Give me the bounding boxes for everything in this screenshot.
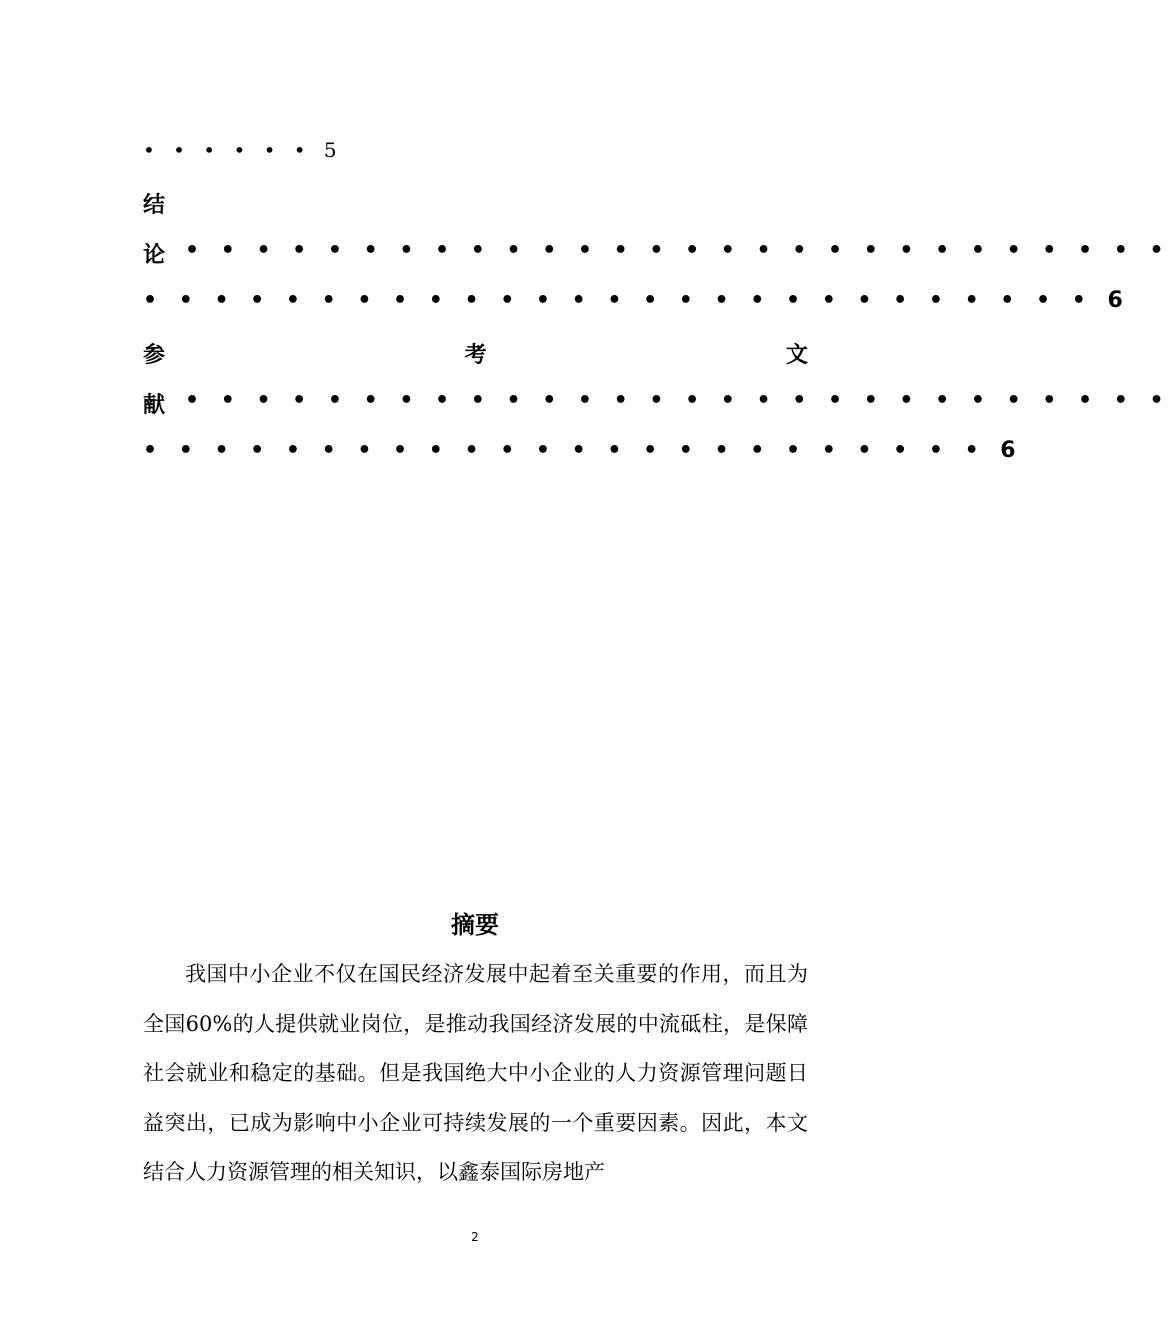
toc-references-char2: 考 bbox=[464, 343, 487, 368]
abstract-title: 摘要 bbox=[451, 911, 499, 939]
page-number: 2 bbox=[471, 1230, 479, 1244]
toc-references-char3: 文 bbox=[785, 343, 808, 368]
toc-line-tail: • • • • • • 5 bbox=[143, 138, 343, 162]
toc-entry-references bbox=[143, 338, 808, 369]
toc-conclusion-char2: 论 bbox=[143, 243, 166, 268]
toc-conclusion-leader: • • • • • • • • • • • • • • • • • • • • • • • • • • • • bbox=[185, 238, 1171, 263]
toc-references-char4: 献 bbox=[143, 393, 166, 418]
toc-references-char1: 参 bbox=[143, 343, 166, 368]
toc-conclusion-char1: 结 bbox=[143, 193, 166, 218]
toc-conclusion-page: • • • • • • • • • • • • • • • • • • • • • • • • • • • 6 bbox=[143, 288, 1130, 313]
abstract-body: 我国中小企业不仅在国民经济发展中起着至关重要的作用，而且为全国60%的人提供就业岗位，是推动我国经济发展的中流砥柱，是保障社会就业和稳定的基础。但是我国绝大中小企业的人力资源管理问题日益突出，已成为影响中小企业可持续发展的一个重要因素。因此，本文结合人力资源管理的相关知识，以鑫泰国际房地产 bbox=[143, 962, 808, 1184]
toc-references-leader: • • • • • • • • • • • • • • • • • • • • • • • • • • • • bbox=[185, 388, 1171, 413]
toc-references-page: • • • • • • • • • • • • • • • • • • • • • • • • 6 bbox=[143, 438, 1023, 463]
